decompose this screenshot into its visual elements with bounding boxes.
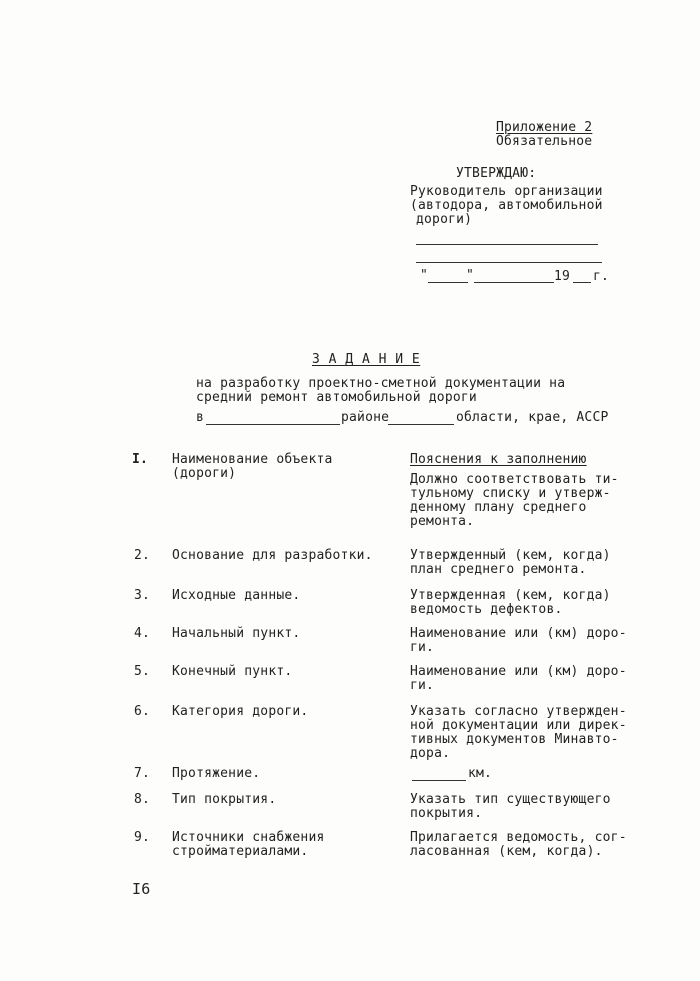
approval-role-line-1: Руководитель организации xyxy=(410,184,603,199)
location-district-blank xyxy=(206,424,340,425)
item-9-explanation-line-1: Прилагается ведомость, сог- xyxy=(410,830,627,845)
approval-role-line-3: дороги) xyxy=(416,212,473,227)
item-8-name-line-1: Тип покрытия. xyxy=(172,792,277,807)
item-4-explanation-line-1: Наименование или (км) доро- xyxy=(410,626,627,641)
item-2-number: 2. xyxy=(134,548,151,563)
date-year-prefix: 19 xyxy=(554,269,571,284)
date-year-suffix: г. xyxy=(593,269,610,284)
item-3-explanation-line-2: ведомость дефектов. xyxy=(410,602,563,617)
item-2-explanation-line-1: Утвержденный (кем, когда) xyxy=(410,548,611,563)
item-4-name-line-1: Начальный пункт. xyxy=(172,626,301,641)
item-5-name-line-1: Конечный пункт. xyxy=(172,664,293,679)
length-blank-line xyxy=(412,780,466,781)
item-1-name-line-2: (дороги) xyxy=(172,466,237,481)
item-1-explanation-line-3: денному плану среднего xyxy=(410,500,587,515)
item-2-name-line-1: Основание для разработки. xyxy=(172,548,373,563)
approval-role-line-2: (автодора, автомобильной xyxy=(410,198,603,213)
date-quote-open: " xyxy=(420,268,429,283)
appendix-status: Обязательное xyxy=(496,134,593,149)
item-3-explanation-line-1: Утвержденная (кем, когда) xyxy=(410,588,611,603)
item-9-name-line-2: стройматериалами. xyxy=(172,844,309,859)
item-1-number: I. xyxy=(132,452,149,467)
item-5-number: 5. xyxy=(134,664,151,679)
item-5-explanation-line-1: Наименование или (км) доро- xyxy=(410,664,627,679)
item-8-explanation-line-1: Указать тип существующего xyxy=(410,792,611,807)
item-7-name-line-1: Протяжение. xyxy=(172,766,261,781)
item-3-name-line-1: Исходные данные. xyxy=(172,588,301,603)
item-9-name-line-1: Источники снабжения xyxy=(172,830,325,845)
explanation-header: Пояснения к заполнению xyxy=(410,452,587,467)
item-1-explanation-line-2: тульному списку и утверж- xyxy=(410,486,611,501)
task-title: З А Д А Н И Е xyxy=(312,352,421,367)
date-month-line xyxy=(474,282,554,283)
page-number: I6 xyxy=(132,880,151,898)
approval-title: УТВЕРЖДАЮ: xyxy=(456,166,537,181)
location-prefix: в xyxy=(196,410,205,425)
item-9-explanation-line-2: ласованная (кем, когда). xyxy=(410,844,603,859)
item-6-name-line-1: Категория дороги. xyxy=(172,704,309,719)
date-day-line xyxy=(428,282,468,283)
item-6-explanation-line-1: Указать согласно утвержден- xyxy=(410,704,627,719)
item-7-number: 7. xyxy=(134,766,151,781)
task-subtitle-line-1: на разработку проектно-сметной документации на xyxy=(196,376,566,391)
item-7-explanation-line-1: км. xyxy=(468,766,493,781)
location-region-blank xyxy=(388,424,454,425)
item-9-number: 9. xyxy=(134,830,151,845)
location-region-label: области, крае, АССР xyxy=(456,410,609,425)
item-1-name-line-1: Наименование объекта xyxy=(172,452,333,467)
item-3-number: 3. xyxy=(134,588,151,603)
appendix-label: Приложение 2 xyxy=(496,120,593,135)
item-6-explanation-line-3: тивных документов Минавто- xyxy=(410,732,619,747)
item-1-explanation-line-1: Должно соответствовать ти- xyxy=(410,472,619,487)
item-2-explanation-line-2: план среднего ремонта. xyxy=(410,562,587,577)
signature-line-2 xyxy=(416,262,602,263)
task-subtitle-line-2: средний ремонт автомобильной дороги xyxy=(196,390,477,405)
date-quote-close: " xyxy=(466,268,475,283)
date-year-line xyxy=(573,282,591,283)
item-6-explanation-line-4: дора. xyxy=(410,746,451,761)
item-4-explanation-line-2: ги. xyxy=(410,640,435,655)
item-8-number: 8. xyxy=(134,792,151,807)
item-4-number: 4. xyxy=(134,626,151,641)
item-5-explanation-line-2: ги. xyxy=(410,678,435,693)
item-1-explanation-line-4: ремонта. xyxy=(410,514,475,529)
location-district-label: районе xyxy=(341,410,390,425)
item-6-number: 6. xyxy=(134,704,151,719)
signature-line-1 xyxy=(416,244,598,245)
item-6-explanation-line-2: ной документации или дирек- xyxy=(410,718,627,733)
item-8-explanation-line-2: покрытия. xyxy=(410,806,483,821)
